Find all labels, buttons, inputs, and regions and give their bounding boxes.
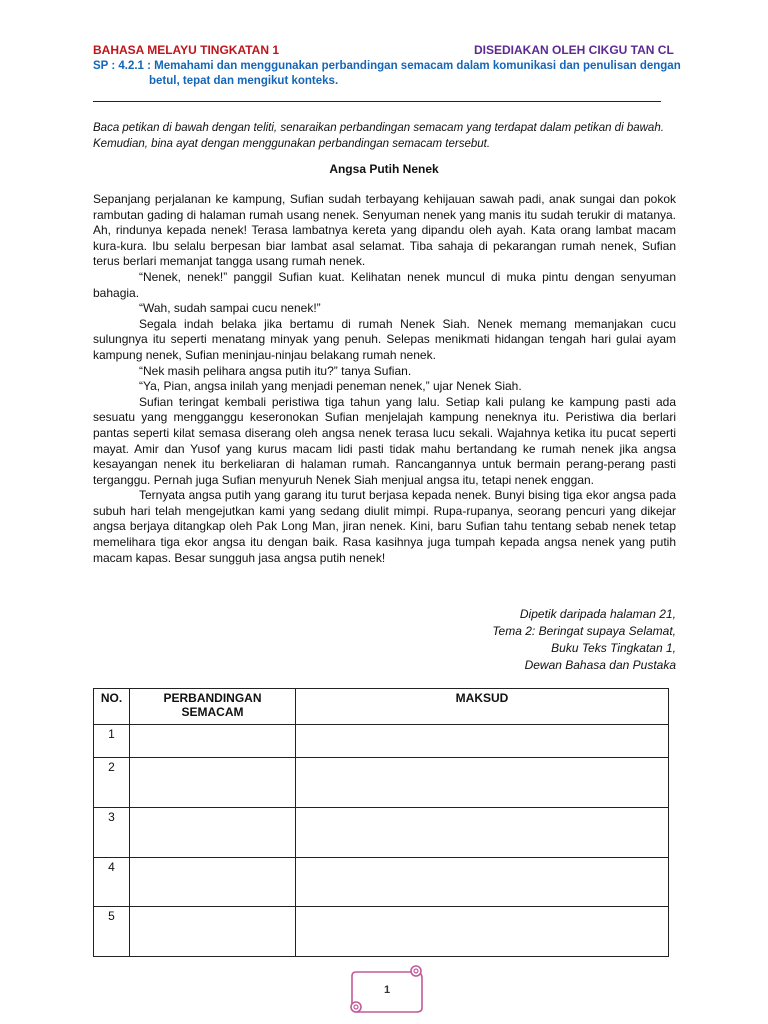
learning-standard	[93, 59, 693, 89]
paragraph-8: Ternyata angsa putih yang garang itu turut berjasa kepada nenek. Bunyi bising tiga ekor angsa pada subuh hari telah mengejutkan kami yang sedang diulit mimpi. Rupa-rupanya, seorang pencuri yang dikejar angsa berjaya ditangkap oleh Pak Long Man, jiran nenek. Kini, baru Sufian tahu tentang sebab nenek tetap memelihara tiga ekor angsa itu dengan baik. Rasa kasihnya juga tumpah kepada angsa nenek yang putih macam kapas. Besar sungguh jasa angsa putih nenek!	[93, 488, 676, 565]
table-row	[94, 858, 669, 907]
paragraph-5: “Nek masih pelihara angsa putih itu?” tanya Sufian.	[139, 363, 412, 378]
instruction: Baca petikan di bawah dengan teliti, senaraikan perbandingan semacam yang terdapat dalam petikan di bawah. Kemudian, bina ayat dengan menggunakan perbandingan semacam tersebut.	[93, 122, 664, 150]
answer-table	[93, 688, 669, 957]
answer-cell-perbandingan[interactable]	[130, 808, 296, 858]
source-line-4: Dewan Bahasa dan Pustaka	[524, 658, 676, 672]
row-number: 4	[94, 858, 130, 907]
col-header-perbandingan-line-2: SEMACAM	[181, 705, 244, 719]
table-row	[94, 907, 669, 957]
source-line-2: Tema 2: Beringat supaya Selamat,	[492, 624, 676, 638]
col-header-perbandingan	[130, 689, 296, 725]
answer-cell-maksud[interactable]	[296, 907, 669, 957]
subject-title: BAHASA MELAYU TINGKATAN 1	[93, 43, 280, 57]
source-line-1: Dipetik daripada halaman 21,	[519, 607, 676, 621]
paragraph-4: Segala indah belaka jika bertamu di rumah Nenek Siah. Nenek memang memanjakan cucu sulungnya itu seperti menatang minyak yang penuh. Selepas menikmati hidangan tengah hari gulai ayam kampung nenek, Sufian meninjau-ninjau belakang rumah nenek.	[93, 316, 676, 362]
row-number: 5	[94, 907, 130, 957]
col-header-perbandingan-line-1: PERBANDINGAN	[163, 691, 262, 705]
answer-cell-maksud[interactable]	[296, 758, 669, 808]
page-number: 1	[383, 984, 391, 996]
paragraph-6: “Ya, Pian, angsa inilah yang menjadi peneman nenek,” ujar Nenek Siah.	[139, 379, 522, 394]
answer-cell-maksud[interactable]	[296, 725, 669, 758]
paragraph-1: Sepanjang perjalanan ke kampung, Sufian sudah terbayang kehijauan sawah padi, anak sungai dan pokok rambutan gading di halaman rumah usang nenek. Senyuman nenek yang manis itu sudah terukir di matanya. Ah, rindunya kepada nenek! Terasa lambatnya kereta yang dipandu oleh ayah. Kata orang lambat macam kura-kura. Ibu selalu berpesan biar lambat asal selamat. Tiba sahaja di pekarangan rumah nenek, Sufian terus berlari memanjat tangga usang rumah nenek.	[93, 192, 676, 269]
paragraph-2: “Nenek, nenek!” panggil Sufian kuat. Kelihatan nenek muncul di muka pintu dengan senyuman bahagia.	[93, 269, 676, 300]
paragraph-7: Sufian teringat kembali peristiwa tiga tahun yang lalu. Setiap kali pulang ke kampung pasti ada sesuatu yang mengganggu keseronokan Sufian menjelajah kampung neneknya itu. Peristiwa dia berlari pantas seperti kilat semasa diserang oleh angsa nenek terasa lucu sekali. Wajahnya ketika itu pucat seperti mayat. Amir dan Yusof yang kurus macam lidi pasti tidak mahu bertandang ke rumah nenek jika angsa kesayangan nenek itu berkeliaran di halaman rumah. Rancangannya untuk bermain perang-perang pasti terganggu. Pernah juga Sufian menyuruh Nenek Siah menjual angsa itu, tetapi nenek enggan.	[93, 394, 676, 487]
header-divider	[93, 101, 661, 102]
passage-title: Angsa Putih Nenek	[329, 162, 439, 176]
table-row	[94, 808, 669, 858]
source-line-3: Buku Teks Tingkatan 1,	[551, 641, 676, 655]
answer-cell-perbandingan[interactable]	[130, 725, 296, 758]
row-number: 2	[94, 758, 130, 808]
answer-cell-maksud[interactable]	[296, 858, 669, 907]
passage	[93, 192, 676, 566]
col-header-no: NO.	[94, 689, 130, 725]
row-number: 1	[94, 725, 130, 758]
table-row	[94, 758, 669, 808]
paragraph-3: “Wah, sudah sampai cucu nenek!”	[139, 301, 321, 316]
learning-standard-line-2: betul, tepat dan mengikut konteks.	[149, 75, 339, 87]
col-header-maksud: MAKSUD	[296, 689, 669, 725]
answer-cell-perbandingan[interactable]	[130, 858, 296, 907]
answer-cell-perbandingan[interactable]	[130, 907, 296, 957]
answer-cell-maksud[interactable]	[296, 808, 669, 858]
table-header-row	[94, 689, 669, 725]
source-citation	[380, 606, 676, 674]
answer-cell-perbandingan[interactable]	[130, 758, 296, 808]
table-row	[94, 725, 669, 758]
learning-standard-line-1: SP : 4.2.1 : Memahami dan menggunakan perbandingan semacam dalam komunikasi dan penulisan dengan	[93, 60, 681, 72]
author-credit: DISEDIAKAN OLEH CIKGU TAN CL	[474, 43, 674, 57]
row-number: 3	[94, 808, 130, 858]
